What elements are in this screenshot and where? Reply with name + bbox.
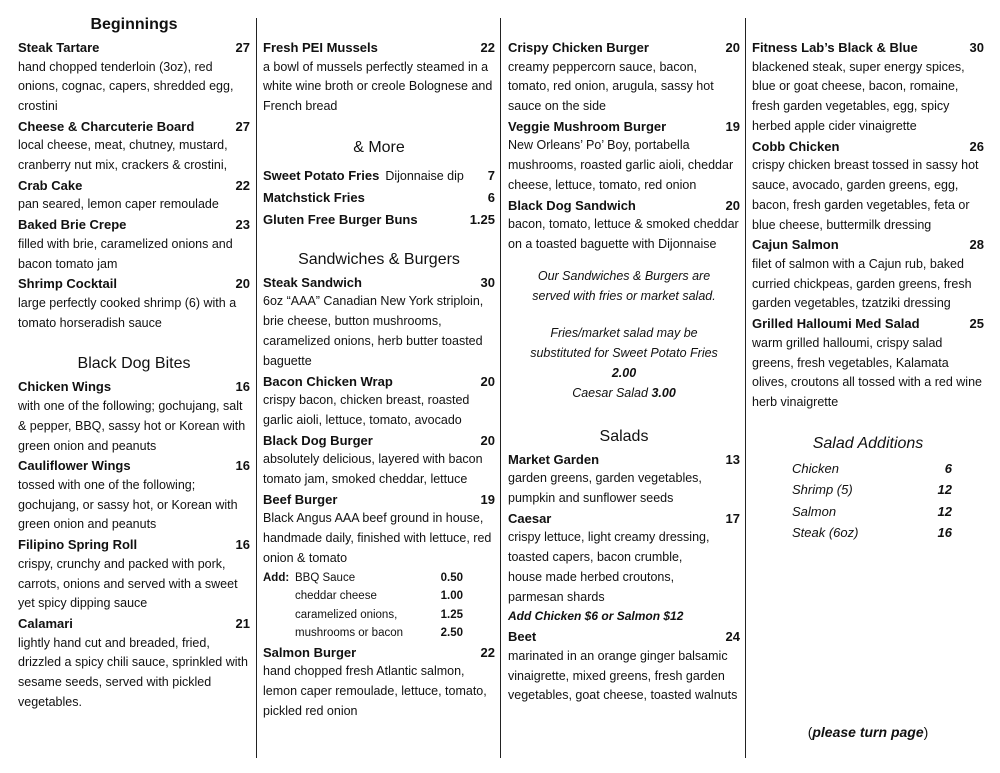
item-name: Fitness Lab’s Black & Blue — [752, 40, 918, 55]
menu-column-4 — [752, 38, 984, 544]
addon-name: mushrooms or bacon — [295, 627, 404, 640]
item-description: crispy chicken breast tossed in sassy hot sauce, avocado, garden greens, egg, bacon, fresh garden vegetables, feta or blue cheese, buttermilk dressing — [752, 158, 979, 232]
item-name: Chicken Wings — [18, 379, 112, 395]
menu-item — [752, 38, 984, 137]
item-price: 22 — [480, 40, 495, 55]
addition-price: 12 — [937, 503, 952, 519]
column-divider-2 — [500, 18, 501, 758]
item-name: Fresh PEI Mussels — [263, 40, 378, 55]
item-description: filet of salmon with a Cajun rub, baked curried chickpeas, garden greens, fresh garden vegetables, tzatziki dressing — [752, 256, 972, 311]
item-price: 28 — [969, 237, 984, 253]
item-name: Beef Burger — [263, 491, 338, 507]
item-price: 22 — [480, 644, 495, 660]
substitution-note — [508, 324, 740, 403]
item-name: Black Dog Sandwich — [508, 197, 636, 213]
menu-item — [263, 490, 495, 569]
item-description: garden greens, garden vegetables, pumpkin and sunflower seeds — [508, 471, 702, 505]
menu-item — [508, 450, 740, 509]
item-name: Market Garden — [508, 451, 600, 467]
item-price: 16 — [235, 458, 250, 474]
item-description: crispy, crunchy and packed with pork, carrots, onions and served with a sweet yet spicy dipping sauce — [18, 556, 238, 611]
salad-additions-title: Salad Additions — [812, 434, 924, 452]
menu-item — [263, 209, 495, 231]
item-price: 1.25 — [469, 211, 495, 227]
menu-column-1 — [18, 14, 250, 713]
menu-item — [752, 235, 984, 314]
menu-item — [18, 377, 250, 456]
item-description: large perfectly cooked shrimp (6) with a tomato horseradish sauce — [18, 295, 237, 330]
menu-item — [18, 614, 250, 713]
item-name: Gluten Free Burger Buns — [263, 211, 418, 227]
item-name: Calamari — [18, 616, 73, 632]
turn-page-note — [752, 724, 984, 740]
item-price: 24 — [725, 629, 740, 645]
item-price: 30 — [480, 274, 495, 290]
menu-item — [18, 117, 250, 176]
menu-item — [752, 137, 984, 236]
section-title-more: & More — [353, 138, 405, 156]
item-name: Matchstick Fries — [263, 189, 365, 205]
menu-item — [508, 627, 740, 706]
substitution-text: Fries/market salad may be substituted for Sweet Potato Fries — [530, 326, 718, 361]
addons-label: Add: — [263, 571, 290, 584]
item-note: Dijonnaise dip — [385, 168, 464, 183]
item-price: 27 — [235, 40, 250, 55]
caesar-substitution-text: Caesar Salad — [572, 385, 648, 400]
item-name: Baked Brie Crepe — [18, 217, 127, 233]
item-name: Steak Sandwich — [263, 274, 362, 290]
served-with-note: Our Sandwiches & Burgers are served with fries or market salad. — [532, 268, 716, 303]
item-name: Crab Cake — [18, 177, 83, 193]
item-description: absolutely delicious, layered with bacon tomato jam, smoked cheddar, lettuce — [263, 452, 483, 486]
menu-item — [18, 535, 250, 614]
item-name: Beet — [508, 629, 537, 645]
salad-addition — [752, 501, 984, 523]
menu-column-2 — [263, 38, 495, 722]
addition-name: Salmon — [792, 503, 837, 519]
item-description: pan seared, lemon caper remoulade — [18, 197, 219, 212]
addon-price: 2.50 — [440, 627, 463, 640]
burger-addons — [263, 569, 495, 643]
column-divider-3 — [745, 18, 746, 758]
addon-name: caramelized onions, — [295, 608, 398, 621]
item-price: 13 — [725, 451, 740, 467]
addition-price: 12 — [937, 482, 952, 498]
addition-name: Shrimp (5) — [792, 482, 853, 498]
turn-paren-close: ) — [923, 724, 929, 740]
item-description: crispy lettuce, light creamy dressing, toasted capers, bacon crumble, house made herbed croutons, parmesan shards — [508, 530, 710, 604]
item-price: 17 — [725, 510, 740, 526]
item-price: 20 — [725, 197, 740, 213]
menu-item — [18, 274, 250, 333]
item-name: Crispy Chicken Burger — [508, 40, 649, 55]
addition-price: 16 — [937, 525, 952, 541]
item-name: Shrimp Cocktail — [18, 276, 117, 292]
item-name: Cajun Salmon — [752, 237, 839, 253]
menu-item — [263, 431, 495, 490]
column-divider-1 — [256, 18, 257, 758]
item-price: 22 — [235, 177, 250, 193]
item-price: 19 — [480, 491, 495, 507]
item-description: Black Angus AAA beef ground in house, handmade daily, finished with lettuce, red onion & tomato — [263, 511, 492, 565]
item-description: New Orleans’ Po’ Boy, portabella mushrooms, roasted garlic aioli, cheddar cheese, lettuce, tomato, red onion — [508, 138, 734, 192]
item-price: 21 — [235, 616, 250, 632]
item-description: blackened steak, super energy spices, blue or goat cheese, bacon, romaine, fresh garden vegetables, egg, spicy herbed apple cider vinaigrette — [752, 59, 965, 133]
item-description: marinated in an orange ginger balsamic vinaigrette, mixed greens, fresh garden vegetables, goat cheese, toasted walnuts — [508, 648, 738, 703]
item-description: creamy peppercorn sauce, bacon, tomato, red onion, arugula, sassy hot sauce on the side — [508, 59, 714, 114]
item-price: 27 — [235, 118, 250, 134]
menu-item — [263, 165, 495, 187]
item-description: hand chopped fresh Atlantic salmon, lemon caper remoulade, lettuce, tomato, pickled red onion — [263, 664, 487, 718]
menu-item — [508, 509, 740, 608]
menu-item — [18, 456, 250, 535]
item-name: Black Dog Burger — [263, 432, 373, 448]
item-price: 6 — [487, 189, 495, 205]
item-name: Cheese & Charcuterie Board — [18, 118, 195, 134]
addition-price: 6 — [944, 460, 952, 476]
item-name: Grilled Halloumi Med Salad — [752, 316, 920, 332]
item-description: crispy bacon, chicken breast, roasted garlic aioli, lettuce, tomato, avocado — [263, 393, 470, 427]
menu-item — [508, 196, 740, 255]
item-price: 20 — [235, 276, 250, 292]
item-description: tossed with one of the following; gochujang, or sassy hot, or Korean with green onion and peanuts — [18, 477, 238, 532]
addon-price: 1.25 — [440, 608, 463, 621]
item-name: Cauliflower Wings — [18, 458, 131, 474]
item-price: 20 — [480, 373, 495, 389]
menu-item — [263, 643, 495, 722]
addon-price: 1.00 — [440, 590, 463, 603]
section-title-black-dog-bites: Black Dog Bites — [77, 355, 191, 373]
menu-item — [752, 314, 984, 413]
menu-item — [263, 187, 495, 209]
item-description: lightly hand cut and breaded, fried, drizzled a spicy chili sauce, sprinkled with sesame seeds, served with pickled vegetables. — [18, 635, 248, 710]
salad-addition — [752, 479, 984, 501]
menu-item — [263, 372, 495, 431]
item-price: 19 — [725, 118, 740, 134]
item-description: 6oz “AAA” Canadian New York striploin, brie cheese, button mushrooms, caramelized onions, herb butter toasted baguette — [263, 294, 484, 368]
caesar-substitution-price: 3.00 — [651, 385, 676, 400]
item-name: Sweet Potato Fries — [263, 167, 380, 183]
item-price: 16 — [235, 537, 250, 553]
item-name: Steak Tartare — [18, 40, 100, 55]
addon-name: BBQ Sauce — [295, 571, 356, 584]
item-name: Veggie Mushroom Burger — [508, 118, 667, 134]
item-name: Cobb Chicken — [752, 138, 840, 154]
item-price: 25 — [969, 316, 984, 332]
item-price: 20 — [480, 432, 495, 448]
addition-name: Steak (6oz) — [792, 525, 859, 541]
menu-item — [508, 117, 740, 196]
item-price: 20 — [725, 40, 740, 55]
item-name: Bacon Chicken Wrap — [263, 373, 393, 389]
item-description: with one of the following; gochujang, salt & pepper, BBQ, sassy hot or Korean with green onion and peanuts — [18, 398, 246, 453]
item-description: a bowl of mussels perfectly steamed in a white wine broth or creole Bolognese and French bread — [263, 59, 493, 114]
menu-item — [263, 38, 495, 117]
item-description: warm grilled halloumi, crispy salad greens, fresh vegetables, Kalamata olives, croutons all tossed with a red wine herb vinaigrette — [752, 335, 982, 410]
menu-item — [508, 38, 740, 117]
item-price: 30 — [969, 40, 984, 55]
item-description: filled with brie, caramelized onions and bacon tomato jam — [18, 236, 233, 271]
item-name: Filipino Spring Roll — [18, 537, 138, 553]
substitution-price: 2.00 — [611, 366, 637, 381]
addon-name: cheddar cheese — [295, 590, 377, 603]
item-price: 16 — [235, 379, 250, 395]
turn-paren-open: ( — [807, 724, 813, 740]
addon-price: 0.50 — [440, 571, 463, 584]
caesar-add-protein: Add Chicken $6 or Salmon $12 — [508, 609, 684, 624]
item-price: 23 — [235, 217, 250, 233]
item-description: bacon, tomato, lettuce & smoked cheddar on a toasted baguette with Dijonnaise — [508, 217, 739, 252]
menu-item — [263, 273, 495, 372]
item-description: hand chopped tenderloin (3oz), red onions, cognac, capers, shredded egg, crostini — [18, 59, 234, 114]
item-price: 7 — [487, 167, 495, 183]
menu-item — [18, 215, 250, 274]
section-title-sandwiches-burgers: Sandwiches & Burgers — [298, 250, 460, 268]
item-description: local cheese, meat, chutney, mustard, cranberry nut mix, crackers & crostini, — [18, 138, 228, 173]
salad-addition — [752, 522, 984, 544]
section-title-beginnings: Beginnings — [90, 16, 178, 33]
turn-page-text: please turn page — [812, 724, 924, 740]
menu-column-3 — [508, 38, 740, 706]
item-name: Salmon Burger — [263, 644, 357, 660]
menu-item — [18, 176, 250, 215]
menu-item — [18, 38, 250, 117]
addition-name: Chicken — [792, 460, 839, 476]
item-price: 26 — [969, 138, 984, 154]
salad-addition — [752, 458, 984, 480]
section-title-salads: Salads — [599, 427, 649, 445]
item-name: Caesar — [508, 510, 552, 526]
